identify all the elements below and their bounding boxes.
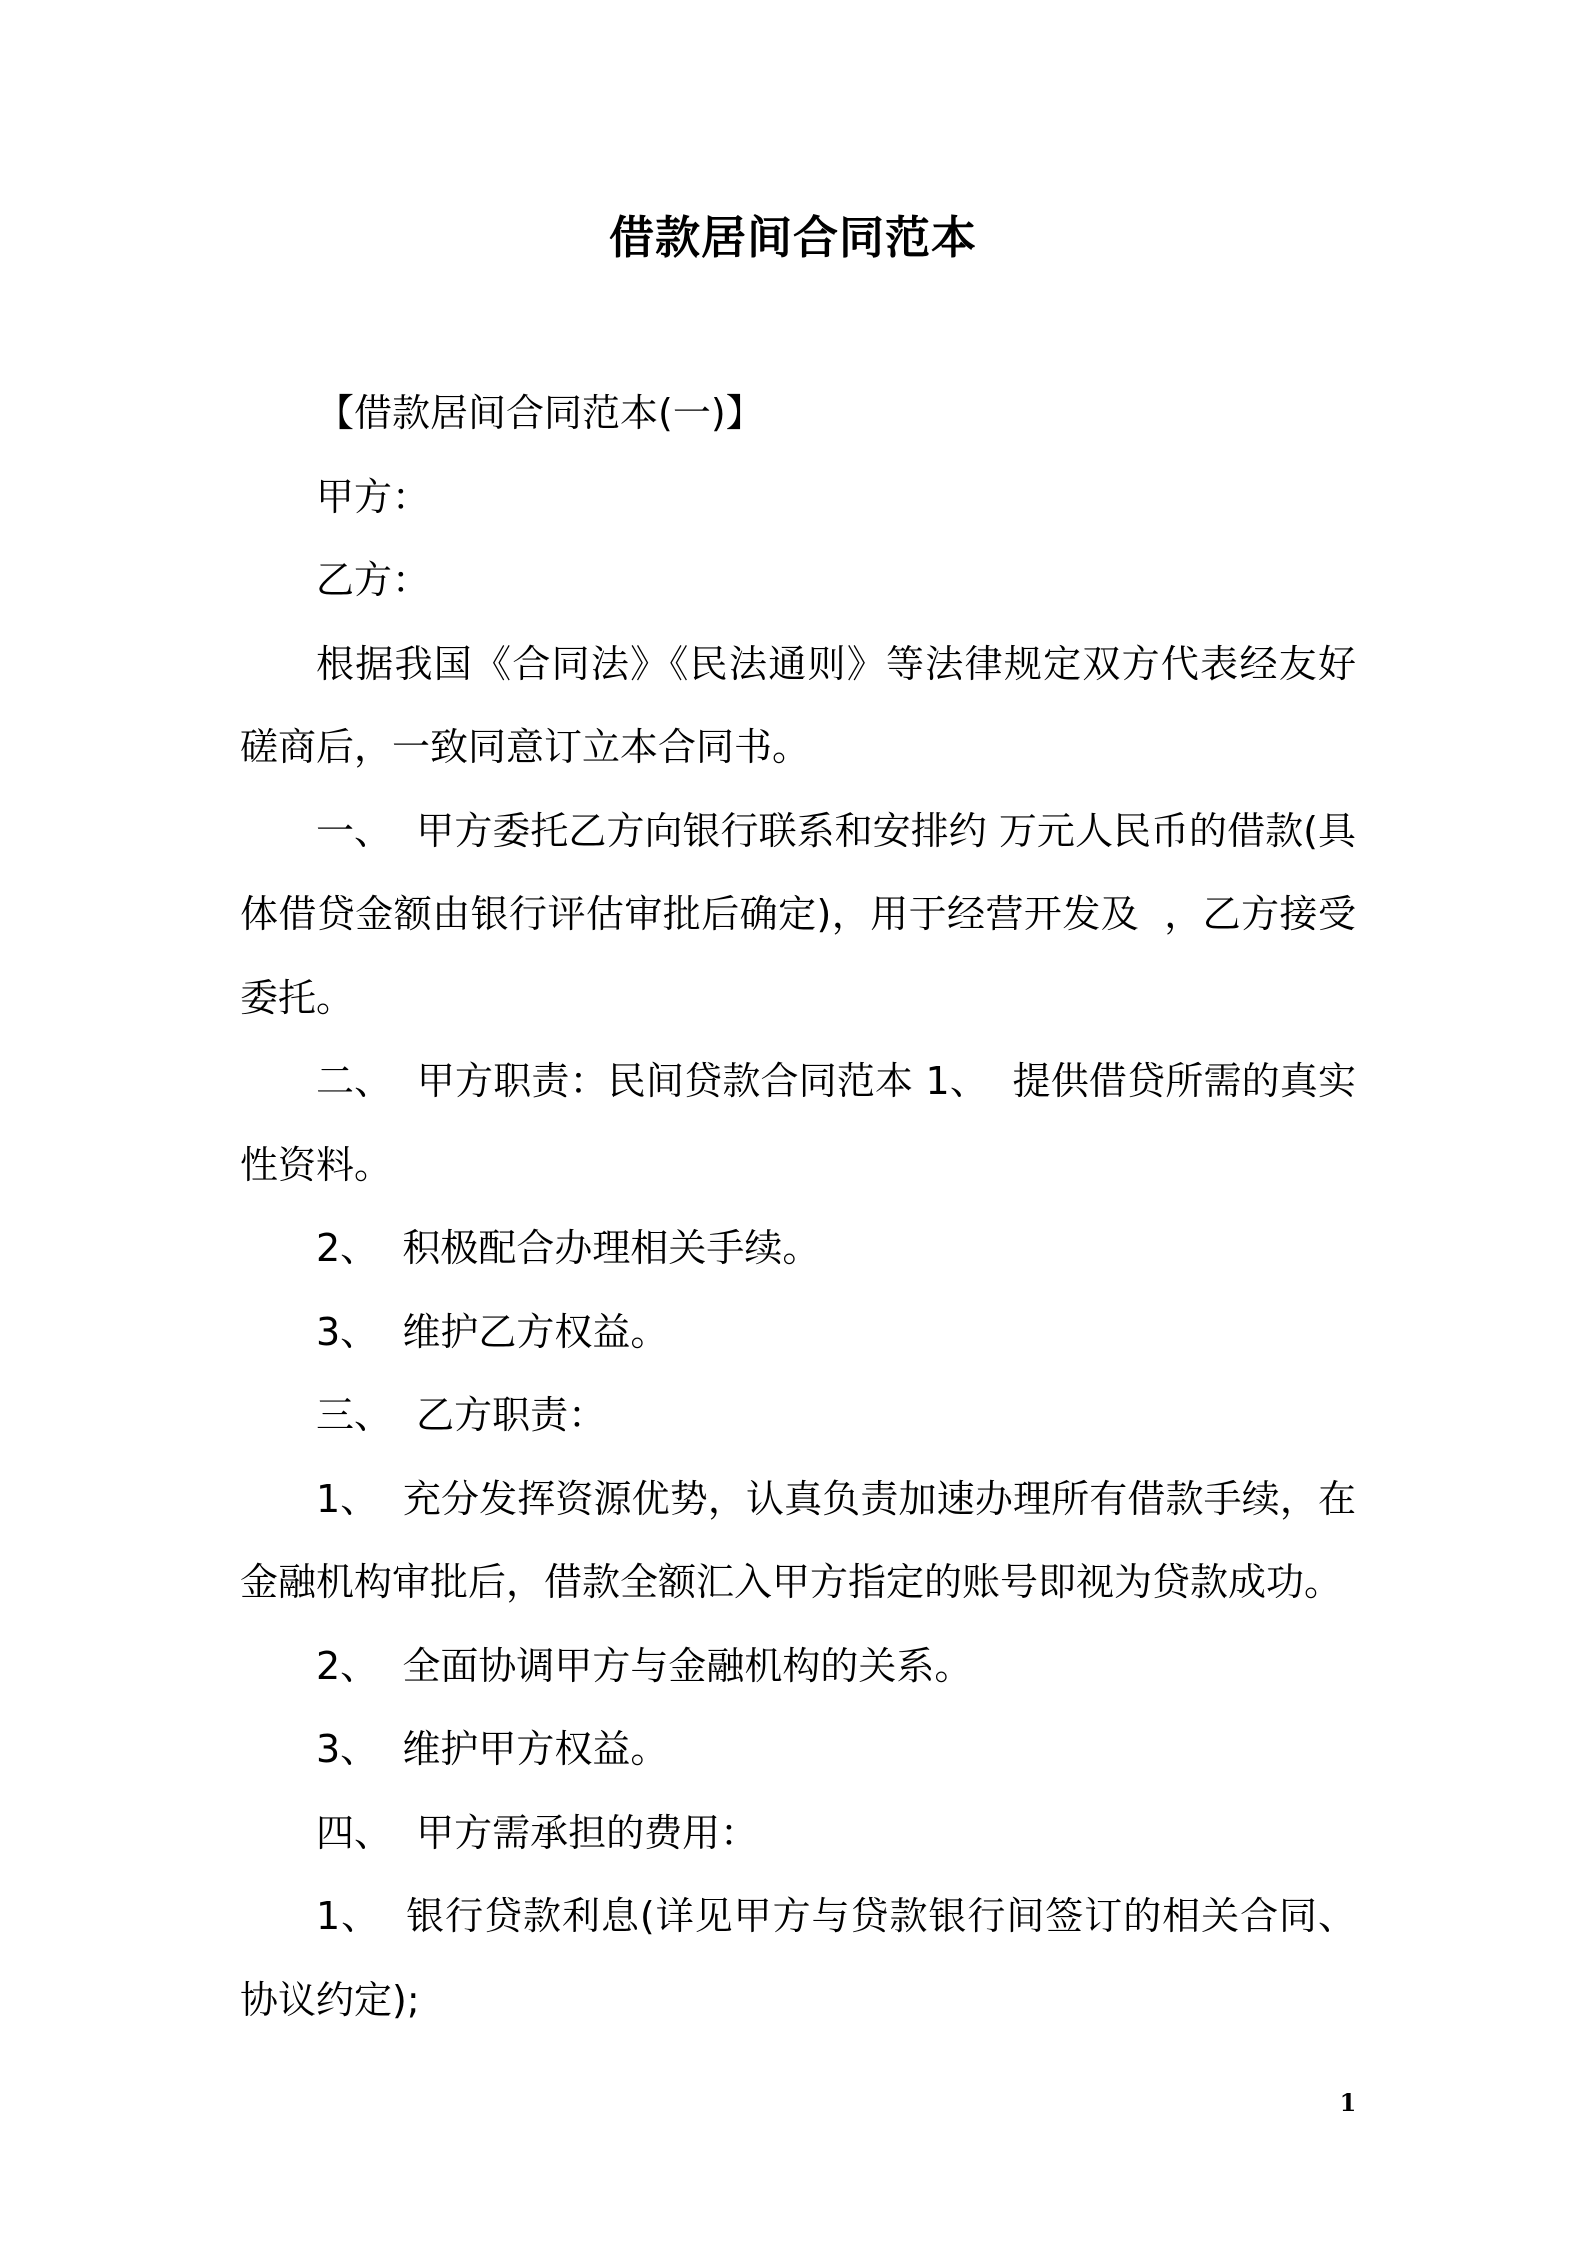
page-number: 1 [1339,2088,1357,2117]
clause-3-item-3: 3、 维护甲方权益。 [316,1727,669,1771]
clause-4-item-1: 1、 银行贷款利息(详见甲方与贷款银行间签订的相关合同、协议约定); [240,1894,1356,2022]
clause-2-item-3: 3、 维护乙方权益。 [316,1309,669,1354]
document-title: 借款居间合同范本 [608,211,977,264]
clause-3-heading: 三、 乙方职责： [316,1393,607,1437]
clause-1-paragraph: 一、 甲方委托乙方向银行联系和安排约 万元人民币的借款(具体借贷金额由银行评估审批后确定)，用于经营开发及 ，乙方接受委托。 [240,808,1356,1020]
preamble-paragraph: 根据我国《合同法》《民法通则》等法律规定双方代表经友好磋商后，一致同意订立本合同书。 [240,641,1356,769]
party-a-label: 甲方： [316,474,431,519]
clause-4-heading: 四、 甲方需承担的费用： [316,1810,759,1855]
clause-2-paragraph: 二、 甲方职责：民间贷款合同范本 1、 提供借贷所需的真实性资料。 [240,1059,1356,1187]
clause-3-item-2: 2、 全面协调甲方与金融机构的关系。 [316,1643,973,1688]
document-body [240,372,1356,2042]
clause-2-item-2: 2、 积极配合办理相关手续。 [316,1226,821,1270]
clause-3-item-1: 1、 充分发挥资源优势，认真负责加速办理所有借款手续，在金融机构审批后，借款全额汇入甲方指定的账号即视为贷款成功。 [240,1476,1356,1604]
section-heading: 【借款居间合同范本(一)】 [316,391,764,435]
party-b-label: 乙方： [316,558,431,602]
